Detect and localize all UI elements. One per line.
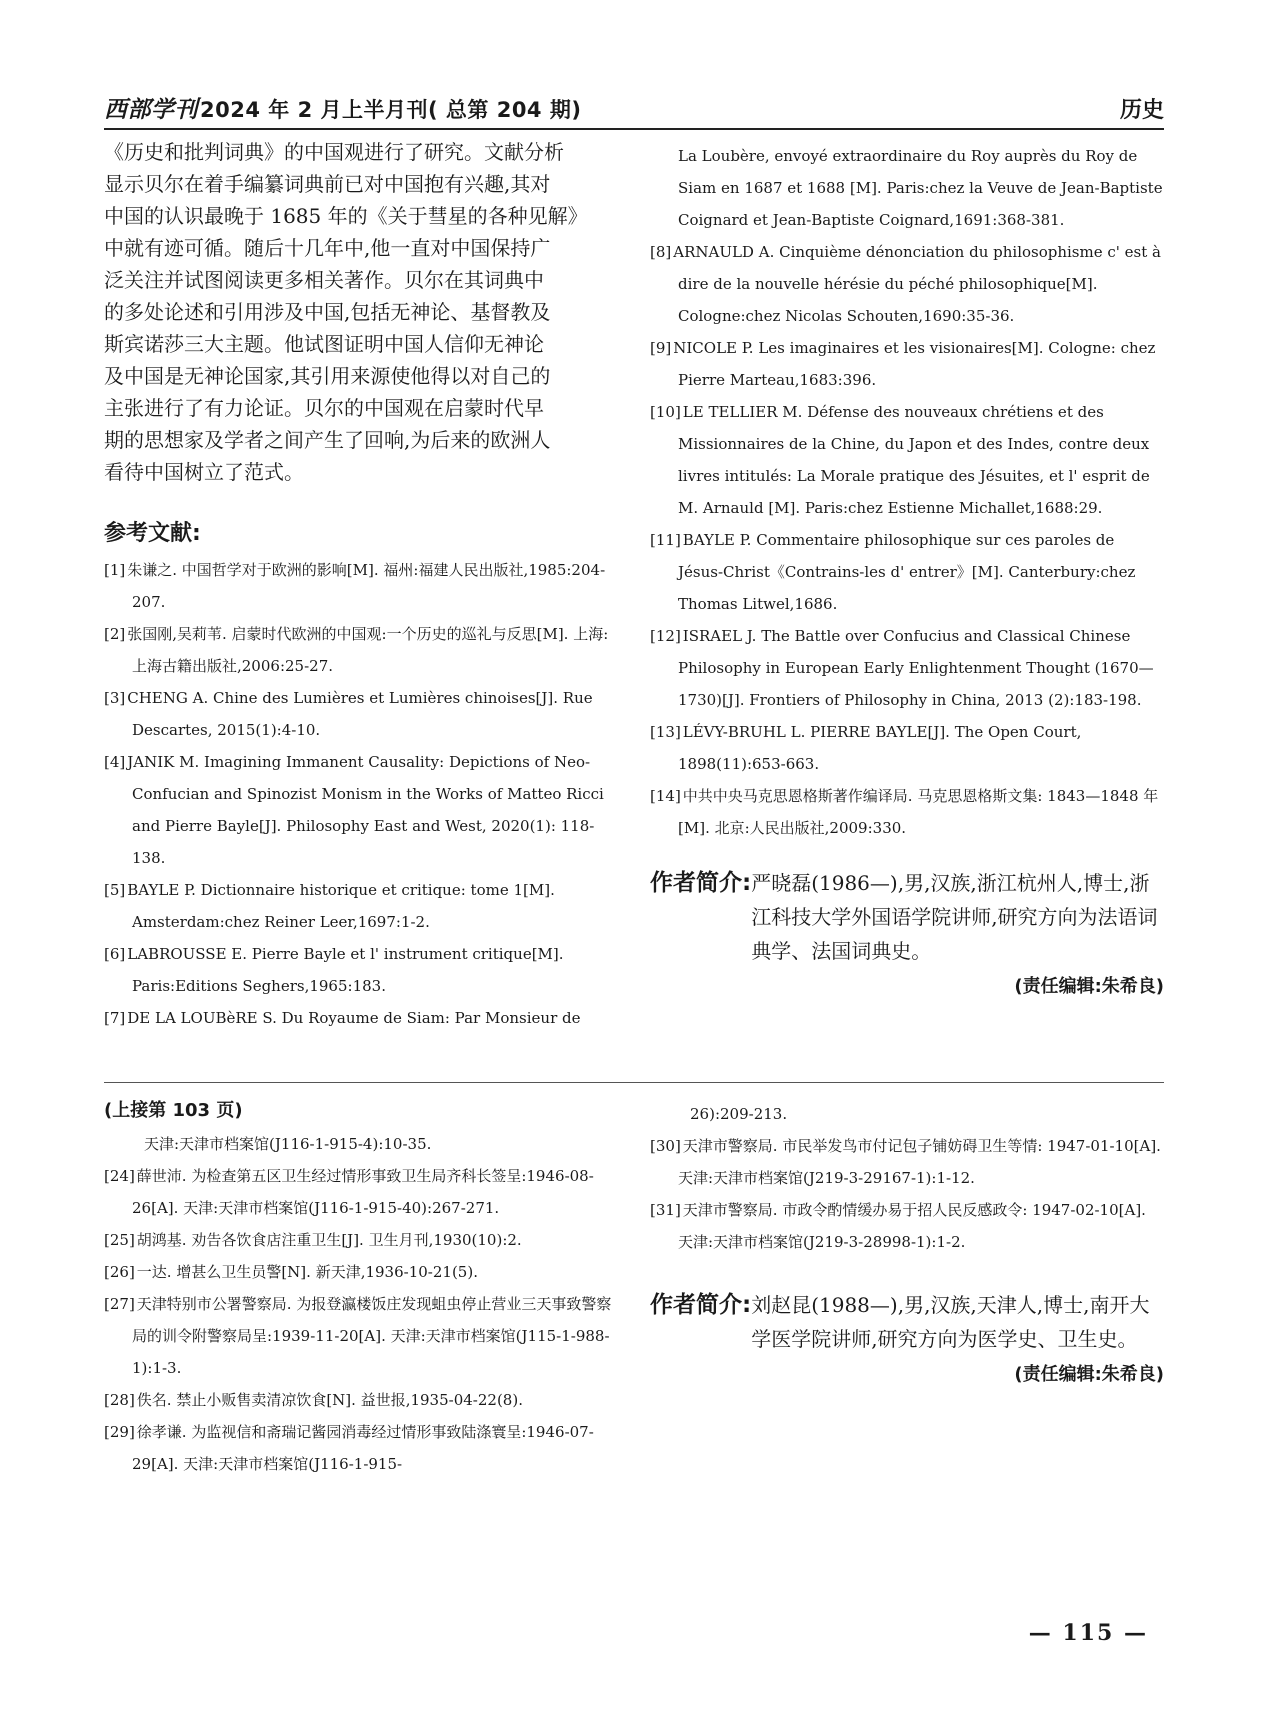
reference-item (650, 780, 1164, 844)
reference-item (650, 332, 1164, 396)
section-divider (104, 1082, 1164, 1083)
reference-number: [8] (650, 243, 672, 261)
author-bio-label: 作者简介: (650, 1292, 752, 1318)
responsible-editor: (责任编辑:朱希良) (1014, 976, 1164, 997)
reference-text: LE TELLIER M. Défense des nouveaux chrétiens et des Missionnaires de la Chine, du Japon et des Indes, contre deux livres intitulés: La Morale pratique des Jésuites, et l' esprit de M. Arnauld [M]. Paris:chez Estienne Michallet,1688:29. (678, 403, 1150, 517)
author-bio-text: 严晓磊(1986—),男,汉族,浙江杭州人,博士,浙江科技大学外国语学院讲师,研究方向为法语词典学、法国词典史。 (751, 871, 1158, 963)
references-heading: 参考文献: (104, 521, 201, 546)
reference-text: ISRAEL J. The Battle over Confucius and Classical Chinese Philosophy in European Early Enlightenment Thought (1670—1730)[J]. Frontiers of Philosophy in China, 2013 (2):183-198. (678, 627, 1154, 709)
reference-text: JANIK M. Imagining Immanent Causality: Depictions of Neo-Confucian and Spinozist Monism in the Works of Matteo Ricci and Pierre Bayle[J]. Philosophy East and West, 2020(1): 118-138. (127, 753, 604, 867)
reference-text: 一达. 增甚么卫生员警[N]. 新天津,1936-10-21(5). (136, 1263, 478, 1281)
lower-left-column (104, 1096, 618, 1480)
reference-continuation: La Loubère, envoyé extraordinaire du Roy auprès du Roy de Siam en 1687 et 1688 [M]. Paris:chez la Veuve de Jean-Baptiste Coignard et Jean-Baptiste Coignard,1691:368-381. (678, 147, 1163, 229)
body-line: 及中国是无神论国家,其引用来源使他得以对自己的 (104, 364, 551, 388)
responsible-editor: (责任编辑:朱希良) (1014, 1364, 1164, 1385)
header-rule (104, 128, 1164, 130)
lower-right-column (650, 1098, 1164, 1390)
reference-number: [31] (650, 1201, 681, 1219)
reference-text: 胡鸿基. 劝告各饮食店注重卫生[J]. 卫生月刊,1930(10):2. (136, 1231, 522, 1249)
reference-number: [1] (104, 561, 126, 579)
continued-from-label: (上接第 103 页) (104, 1100, 243, 1121)
reference-number: [4] (104, 753, 126, 771)
reference-item (104, 1288, 618, 1384)
reference-item (104, 1160, 618, 1224)
reference-item (104, 1416, 618, 1480)
journal-issue-line (104, 91, 581, 124)
reference-number: [30] (650, 1137, 681, 1155)
reference-text: 天津市警察局. 市民举发鸟市付记包子铺妨碍卫生等情: 1947-01-10[A]. 天津:天津市档案馆(J219-3-29167-1):1-12. (678, 1137, 1161, 1187)
reference-number: [10] (650, 403, 681, 421)
body-line: 看待中国树立了范式。 (104, 460, 304, 484)
reference-item (650, 620, 1164, 716)
reference-text: 佚名. 禁止小贩售卖清凉饮食[N]. 益世报,1935-04-22(8). (136, 1391, 523, 1409)
reference-text: LÉVY-BRUHL L. PIERRE BAYLE[J]. The Open Court, 1898(11):653-663. (678, 723, 1082, 773)
reference-text: BAYLE P. Dictionnaire historique et critique: tome 1[M]. Amsterdam:chez Reiner Leer,1697:1-2. (127, 881, 555, 931)
reference-item (650, 524, 1164, 620)
author-bio (650, 1288, 1164, 1356)
reference-text: CHENG A. Chine des Lumières et Lumières chinoises[J]. Rue Descartes, 2015(1):4-10. (127, 689, 593, 739)
reference-item (104, 874, 618, 938)
reference-item (650, 236, 1164, 332)
reference-text: 朱谦之. 中国哲学对于欧洲的影响[M]. 福州:福建人民出版社,1985:204-207. (127, 561, 606, 611)
references-list-left (104, 554, 618, 1034)
body-line: 期的思想家及学者之间产生了回响,为后来的欧洲人 (104, 428, 551, 452)
reference-item (104, 1002, 618, 1034)
reference-number: [28] (104, 1391, 135, 1409)
upper-right-column (650, 140, 1164, 1002)
body-line: 中就有迹可循。随后十几年中,他一直对中国保持广 (104, 236, 551, 260)
reference-number: [9] (650, 339, 672, 357)
body-line: 的多处论述和引用涉及中国,包括无神论、基督教及 (104, 300, 551, 324)
reference-text: 中共中央马克思恩格斯著作编译局. 马克思恩格斯文集: 1843—1848 年[M]. 北京:人民出版社,2009:330. (678, 787, 1159, 837)
reference-text: 徐孝谦. 为监视信和斋瑞记酱园消毒经过情形事致陆涤寰呈:1946-07-29[A]. 天津:天津市档案馆(J116-1-915- (132, 1423, 594, 1473)
issue-info: 2024 年 2 月上半月刊( 总第 204 期) (200, 98, 582, 122)
reference-number: [27] (104, 1295, 135, 1313)
reference-item (650, 1130, 1164, 1194)
reference-number: [13] (650, 723, 681, 741)
lower-references-left (104, 1128, 618, 1480)
reference-item (104, 938, 618, 1002)
reference-number: [24] (104, 1167, 135, 1185)
reference-number: [3] (104, 689, 126, 707)
reference-number: [29] (104, 1423, 135, 1441)
reference-text: 天津市警察局. 市政令酌情缓办易于招人民反感政令: 1947-02-10[A]. 天津:天津市档案馆(J219-3-28998-1):1-2. (678, 1201, 1146, 1251)
reference-item (104, 682, 618, 746)
reference-number: [6] (104, 945, 126, 963)
reference-text: NICOLE P. Les imaginaires et les visionaires[M]. Cologne: chez Pierre Marteau,1683:396. (673, 339, 1156, 389)
body-line: 泛关注并试图阅读更多相关著作。贝尔在其词典中 (104, 268, 544, 292)
reference-continuation: 26):209-213. (690, 1105, 788, 1123)
reference-number: [25] (104, 1231, 135, 1249)
body-line: 显示贝尔在着手编纂词典前已对中国抱有兴趣,其对 (104, 172, 551, 196)
reference-text: 天津特别市公署警察局. 为报登瀛楼饭庄发现蛆虫停止营业三天事致警察局的训令附警察局呈:1939-11-20[A]. 天津:天津市档案馆(J115-1-988-1):1-3. (132, 1295, 612, 1377)
reference-text: 薛世沛. 为检查第五区卫生经过情形事致卫生局齐科长签呈:1946-08-26[A]. 天津:天津市档案馆(J116-1-915-40):267-271. (132, 1167, 594, 1217)
upper-left-column (104, 136, 618, 1034)
reference-text: LABROUSSE E. Pierre Bayle et l' instrument critique[M]. Paris:Editions Seghers,1965:183. (127, 945, 564, 995)
author-bio (650, 866, 1164, 968)
article-conclusion (104, 136, 618, 488)
reference-number: [12] (650, 627, 681, 645)
running-header (104, 86, 1164, 124)
reference-text: BAYLE P. Commentaire philosophique sur ces paroles de Jésus-Christ《Contrains-les d' entrer》[M]. Canterbury:chez Thomas Litwel,1686. (678, 531, 1136, 613)
reference-item (104, 618, 618, 682)
reference-item (650, 396, 1164, 524)
reference-item (104, 1384, 618, 1416)
reference-text: ARNAULD A. Cinquième dénonciation du philosophisme c' est à dire de la nouvelle hérésie du péché philosophique[M]. Cologne:chez Nicolas Schouten,1690:35-36. (673, 243, 1161, 325)
reference-item (650, 1194, 1164, 1258)
body-line: 中国的认识最晚于 1685 年的《关于彗星的各种见解》 (104, 204, 588, 228)
body-line: 主张进行了有力论证。贝尔的中国观在启蒙时代早 (104, 396, 544, 420)
reference-number: [11] (650, 531, 681, 549)
reference-item (104, 1224, 618, 1256)
lower-references-right (650, 1098, 1164, 1258)
author-bio-label: 作者简介: (650, 870, 752, 896)
reference-item (650, 716, 1164, 780)
journal-logo: 西部学刊 (104, 96, 198, 123)
reference-number: [5] (104, 881, 126, 899)
reference-number: [14] (650, 787, 681, 805)
reference-number: [2] (104, 625, 126, 643)
reference-item (104, 554, 618, 618)
reference-number: [7] (104, 1009, 126, 1027)
reference-text: 张国刚,吴莉苇. 启蒙时代欧洲的中国观:一个历史的巡礼与反思[M]. 上海:上海古籍出版社,2006:25-27. (127, 625, 609, 675)
references-list-right (650, 140, 1164, 844)
reference-item (104, 746, 618, 874)
body-line: 《历史和批判词典》的中国观进行了研究。文献分析 (104, 140, 564, 164)
reference-text: DE LA LOUBèRE S. Du Royaume de Siam: Par Monsieur de (127, 1009, 581, 1027)
page-number: — 115 — (1028, 1620, 1148, 1646)
author-bio-text: 刘赵昆(1988—),男,汉族,天津人,博士,南开大学医学院讲师,研究方向为医学史、卫生史。 (751, 1293, 1150, 1351)
reference-number: [26] (104, 1263, 135, 1281)
reference-continuation: 天津:天津市档案馆(J116-1-915-4):10-35. (144, 1135, 432, 1153)
section-label: 历史 (1119, 98, 1164, 123)
body-line: 斯宾诺莎三大主题。他试图证明中国人信仰无神论 (104, 332, 544, 356)
reference-item (104, 1256, 618, 1288)
